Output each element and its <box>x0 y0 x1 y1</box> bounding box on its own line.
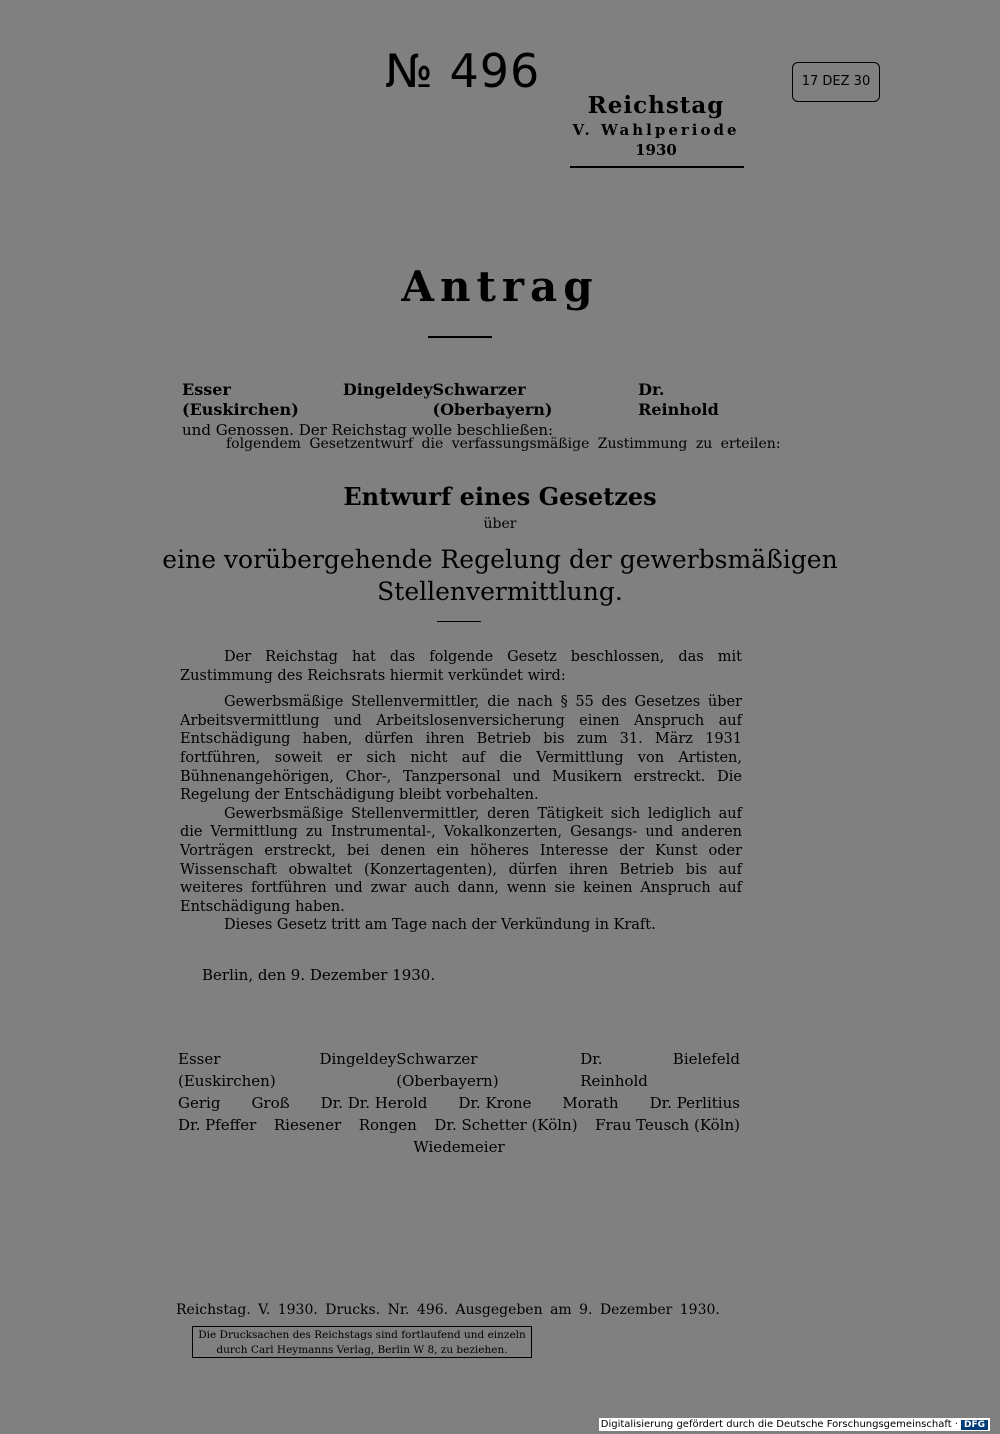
signatory: Dr. Dr. Herold <box>320 1094 428 1112</box>
author-names <box>182 380 744 420</box>
funding-credit <box>599 1418 990 1431</box>
signatories <box>178 1048 740 1158</box>
title-divider <box>428 336 492 338</box>
law-intro: Der Reichstag hat das folgende Gesetz beschlossen, das mit Zustimmung des Reichsrats hiermit verkündet wird: <box>180 649 742 684</box>
law-paragraph: Gewerbsmäßige Stellenvermittler, deren Tätigkeit sich lediglich auf die Vermittlung zu Instrumental-, Vokalkonzerten, Gesangs- und anderen Vorträgen erstreckt, bei denen ein höheres Interesse der Kunst oder Wissenschaft obwaltet (Konzertagenten), dürfen ihren Betrieb bis auf weiteres fortführen und zwar auch dann, wenn sie keinen Anspruch auf Entschädigung haben. <box>180 805 742 915</box>
signatory: Morath <box>562 1094 619 1112</box>
parliament-header <box>568 92 744 168</box>
publisher-notice-line: Die Drucksachen des Reichstags sind fortlaufend und einzeln <box>198 1329 526 1341</box>
author-name: Schwarzer (Oberbayern) <box>432 380 553 419</box>
law-paragraph: Gewerbsmäßige Stellenvermittler, die nach § 55 des Gesetzes über Arbeitsvermittlung und Arbeitslosenversicherung einen Anspruch auf Entschädigung haben, dürfen ihren Betrieb bis zum 31. März 1931 fortführen, soweit er sich nicht auf die Vermittlung von Artisten, Bühnenangehörigen, Chor-, Tanzpersonal und Musikern erstreckt. Die Regelung der Entschädigung bleibt vorbehalten. <box>180 694 742 804</box>
author-name: Esser (Euskirchen) <box>182 380 299 419</box>
signatory: Riesener <box>273 1116 342 1134</box>
signatory: Esser (Euskirchen) <box>178 1050 276 1090</box>
publisher-notice-line: durch Carl Heymanns Verlag, Berlin W 8, zu beziehen. <box>216 1344 508 1356</box>
parliament-name: Reichstag <box>587 92 725 119</box>
signatory-row <box>178 1092 740 1114</box>
electoral-period: V. Wahlperiode <box>572 121 740 139</box>
consent-line: folgendem Gesetzentwurf die verfassungsmäßige Zustimmung zu erteilen: <box>226 436 781 452</box>
dfg-logo-icon: DFG <box>961 1420 988 1430</box>
law-text <box>180 648 742 935</box>
subject-divider <box>437 621 481 622</box>
signatory: Frau Teusch (Köln) <box>595 1116 740 1134</box>
signatory: Dr. Perlitius <box>649 1094 740 1112</box>
signatory: Dr. Reinhold <box>580 1050 648 1090</box>
draft-subject-line: eine vorübergehende Regelung der gewerbsmäßigen <box>162 545 838 574</box>
imprint-line: Reichstag. V. 1930. Drucks. Nr. 496. Ausgegeben am 9. Dezember 1930. <box>176 1302 720 1318</box>
authors-continuation: und Genossen. Der Reichstag wolle beschließen: <box>182 421 554 439</box>
draft-subject-line: Stellenvermittlung. <box>377 577 623 606</box>
signatory: Dr. Pfeffer <box>178 1116 257 1134</box>
law-paragraph: Dieses Gesetz tritt am Tage nach der Verkündung in Kraft. <box>224 917 656 934</box>
draft-preposition: über <box>483 516 517 532</box>
document-number: № 496 <box>385 44 541 98</box>
draft-subject <box>0 544 1000 608</box>
signatory-row <box>178 1136 740 1158</box>
received-stamp: 17 DEZ 30 <box>792 62 880 102</box>
signatory: Groß <box>251 1094 290 1112</box>
signatory: Bielefeld <box>672 1050 740 1068</box>
signatory: Dingeldey <box>319 1050 397 1068</box>
signatory: Dr. Schetter (Köln) <box>434 1116 578 1134</box>
dateline: Berlin, den 9. Dezember 1930. <box>202 966 436 984</box>
publisher-notice <box>192 1326 532 1358</box>
draft-heading: Entwurf eines Gesetzes <box>343 482 657 511</box>
header-year: 1930 <box>635 141 677 159</box>
funding-text: Digitalisierung gefördert durch die Deutsche Forschungsgemeinschaft · <box>600 1419 958 1430</box>
signatory: Dr. Krone <box>458 1094 532 1112</box>
author-name: Dingeldey <box>342 380 433 399</box>
signatory: Wiedemeier <box>413 1138 505 1156</box>
signatory: Rongen <box>358 1116 417 1134</box>
signatory: Schwarzer (Oberbayern) <box>396 1050 499 1090</box>
page-title: Antrag <box>401 262 599 311</box>
header-divider <box>570 166 744 168</box>
author-name: Dr. Reinhold <box>638 380 719 419</box>
motion-authors <box>182 380 744 440</box>
signatory-row <box>178 1114 740 1136</box>
signatory: Gerig <box>178 1094 221 1112</box>
signatory-row <box>178 1048 740 1092</box>
